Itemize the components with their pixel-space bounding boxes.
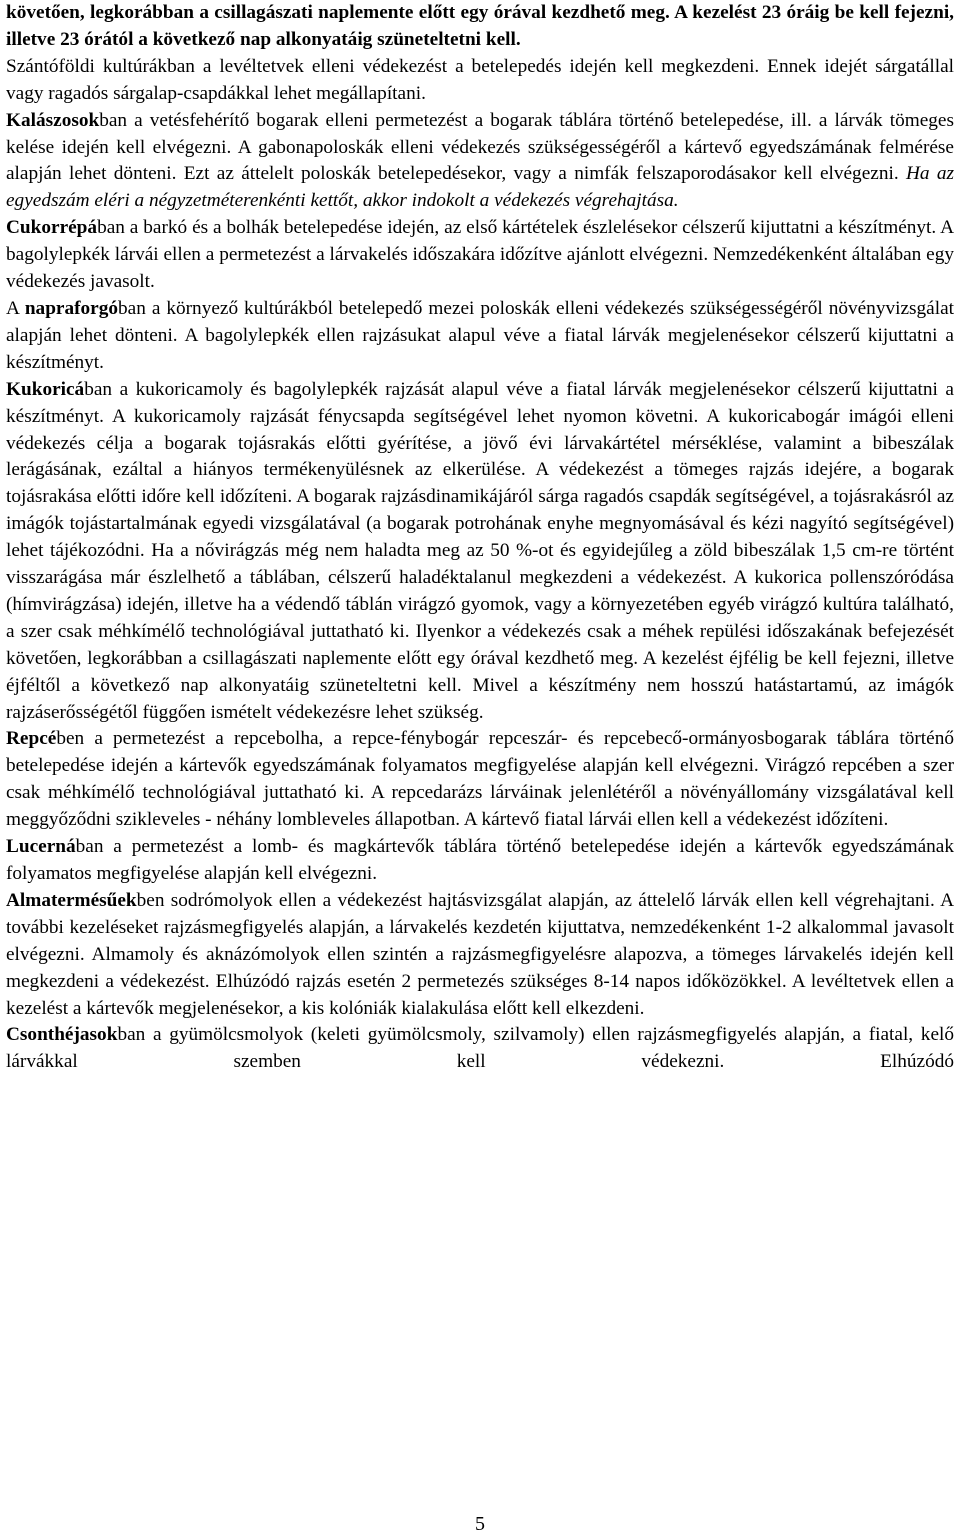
bold-text: követően, legkorábban a csillagászati naplemente előtt egy órával kezdhető meg. A kezelést 23 óráig be kell fejezni, illetve 23 órától a következő nap alkonyatáig szüneteltetni kell.: [6, 2, 954, 50]
page-number: 5: [475, 1513, 485, 1535]
paragraph-text: ban a permetezést a lomb- és magkártevők táblára történő betelepedése idején a kártevők egyedszámának folyamatos megfigyelése alapján kell elvégezni.: [6, 836, 954, 884]
paragraph-text: Szántóföldi kultúrákban a levéltetvek elleni védekezést a betelepedés idején kell megkezdeni. Ennek idejét sárgatállal vagy ragadós sárgalap-csapdákkal lehet megállapítani.: [6, 55, 954, 104]
paragraph-alfalfa: [6, 834, 954, 888]
paragraph-text: ban a gyümölcsmolyok (keleti gyümölcsmoly, szilvamoly) ellen rajzásmegfigyelés alapján, a fiatal, kelő lárvákkal szemben kell védekezni. Elhúzódó: [6, 1024, 954, 1073]
crop-name: Kalászosok: [6, 109, 100, 131]
paragraph-continuation: [6, 0, 954, 54]
italic-note: Ha az egyedszám eléri a négyzetméterenkénti kettőt, akkor indokolt a védekezés végrehajtása.: [6, 163, 955, 212]
crop-name: Kukoricá: [6, 378, 85, 400]
paragraph-text: ben a permetezést a repcebolha, a repce-fénybogár repceszár- és repcebecő-ormányosbogarak táblára történő betelepedése idején a kártevők egyedszámának folyamatos megfigyelése alapján kell elvégezni. Virágzó repcében a szer csak méhkímélő technológiával juttatható ki. A repcedarázs lárváinak jelenlétéről a növényállomány vizsgálatával kell meggyőződni szikleveles - néhány lombleveles állapotban. A kártevő fiatal lárvái ellen kell a védekezést időzíteni.: [6, 728, 954, 831]
document-page: [6, 0, 954, 1076]
paragraph-text: ban a kukoricamoly és bagolylepkék rajzását alapul véve a fiatal lárvák megjelenésekor célszerű kijuttatni a készítményt. A kukoricamoly rajzását fénycsapda segítségével lehet nyomon követni. A kukoricabogár imágói elleni védekezés célja a bogarak tojásrakás előtti gyérítése, a jövő évi lárvakártétel mérséklése, valamint a bibeszálak lerágásának, ezáltal a hiányos termékenyülésnek az elkerülése. A védekezést a tömeges rajzás idejére, a bogarak tojásrakása előtti időre kell időzíteni. A bogarak rajzásdinamikájáról sárga ragadós csapdák segítségével, a tojásrakásról az imágók tojástartalmának egyedi vizsgálatával (a bogarak potrohának enyhe megnyomásával és kézi nagyító segítségével) lehet tájékozódni. Ha a nővirágzás még nem haladta meg az 50 %-ot és egyidejűleg a zöld bibeszálak 1,5 cm-re történt visszarágása már észlelhető a táblában, célszerű haladéktalanul megkezdeni a védekezést. A kukorica pollenszóródása (hímvirágzása) idején, illetve ha a védendő táblán virágzó gyomok, vagy a környezetében egyéb virágzó kultúra található, a szer csak méhkímélő technológiával juttatható ki. Ilyenkor a védekezés csak a méhek repülési időszakának befejezését követően, legkorábban a csillagászati naplemente előtt egy órával kezdhető meg. A kezelést éjfélig be kell fejezni, illetve éjféltől a következő nap alkonyatáig szüneteltetni kell. Mivel a készítmény nem hosszú hatástartamú, az imágók rajzáserősségétől függően ismételt védekezésre lehet szükség.: [6, 378, 954, 723]
paragraph-pome-fruit: [6, 888, 954, 1023]
paragraph-sunflower: [6, 296, 954, 377]
crop-name: Almatermésűek: [6, 889, 137, 911]
crop-name: Cukorrépá: [6, 217, 98, 239]
paragraph-text: ban a vetésfehérítő bogarak elleni permetezést a bogarak táblára történő betelepedése, ill. a lárvák tömeges kelése idején kell elvégezni. A gabonapoloskák elleni védekezés szükségességéről a kártevő egyedszámának felmérése alapján lehet dönteni. Ezt az áttelelt poloskák betelepedésekor, vagy a nimfák felszaporodásakor kell elvégezni.: [6, 109, 954, 185]
crop-name: Lucerná: [6, 836, 76, 858]
paragraph-prefix: A: [6, 297, 25, 319]
paragraph-rapeseed: [6, 726, 954, 834]
crop-name: Csonthéjasok: [6, 1024, 118, 1046]
paragraph-text: ban a barkó és a bolhák betelepedése idején, az első kártételek észlelésekor célszerű kijuttatni a készítményt. A bagolylepkék lárvái ellen a permetezést a lárvakelés időszakára időzítve ajánlott elvégezni. Nemzedékenként általában egy védekezés javasolt.: [6, 217, 954, 293]
crop-name: Repcé: [6, 728, 57, 750]
paragraph-stone-fruit: [6, 1022, 954, 1076]
paragraph-text: ban a környező kultúrákból betelepedő mezei poloskák elleni védekezés szükségességéről növényvizsgálat alapján lehet dönteni. A bagolylepkék ellen rajzásukat alapul véve a fiatal lárvák megjelenésekor célszerű kijuttatni a készítményt.: [6, 297, 954, 373]
crop-name: napraforgó: [24, 297, 119, 319]
paragraph-cereals: [6, 108, 954, 216]
paragraph-sugar-beet: [6, 215, 954, 296]
paragraph-text: ben sodrómolyok ellen a védekezést hajtásvizsgálat alapján, az áttelelő lárvák ellen kell végrehajtani. A további kezeléseket rajzásmegfigyelés alapján, a lárvakelés kezdetén kijuttatva, nemzedékenként 1-2 alkalommal javasolt elvégezni. Almamoly és aknázómolyok ellen szintén a rajzásmegfigyelésre alapozva, a tömeges lárvakelés idején kell megkezdeni a védekezést. Elhúzódó rajzás esetén 2 permetezés szükséges 8-14 napos időközökkel. A levéltetvek ellen a kezelést a kártevők megjelenésekor, a kis kolóniák kialakulása előtt kell elkezdeni.: [6, 889, 954, 1019]
paragraph-aphids: [6, 54, 954, 108]
paragraph-maize: [6, 377, 954, 727]
